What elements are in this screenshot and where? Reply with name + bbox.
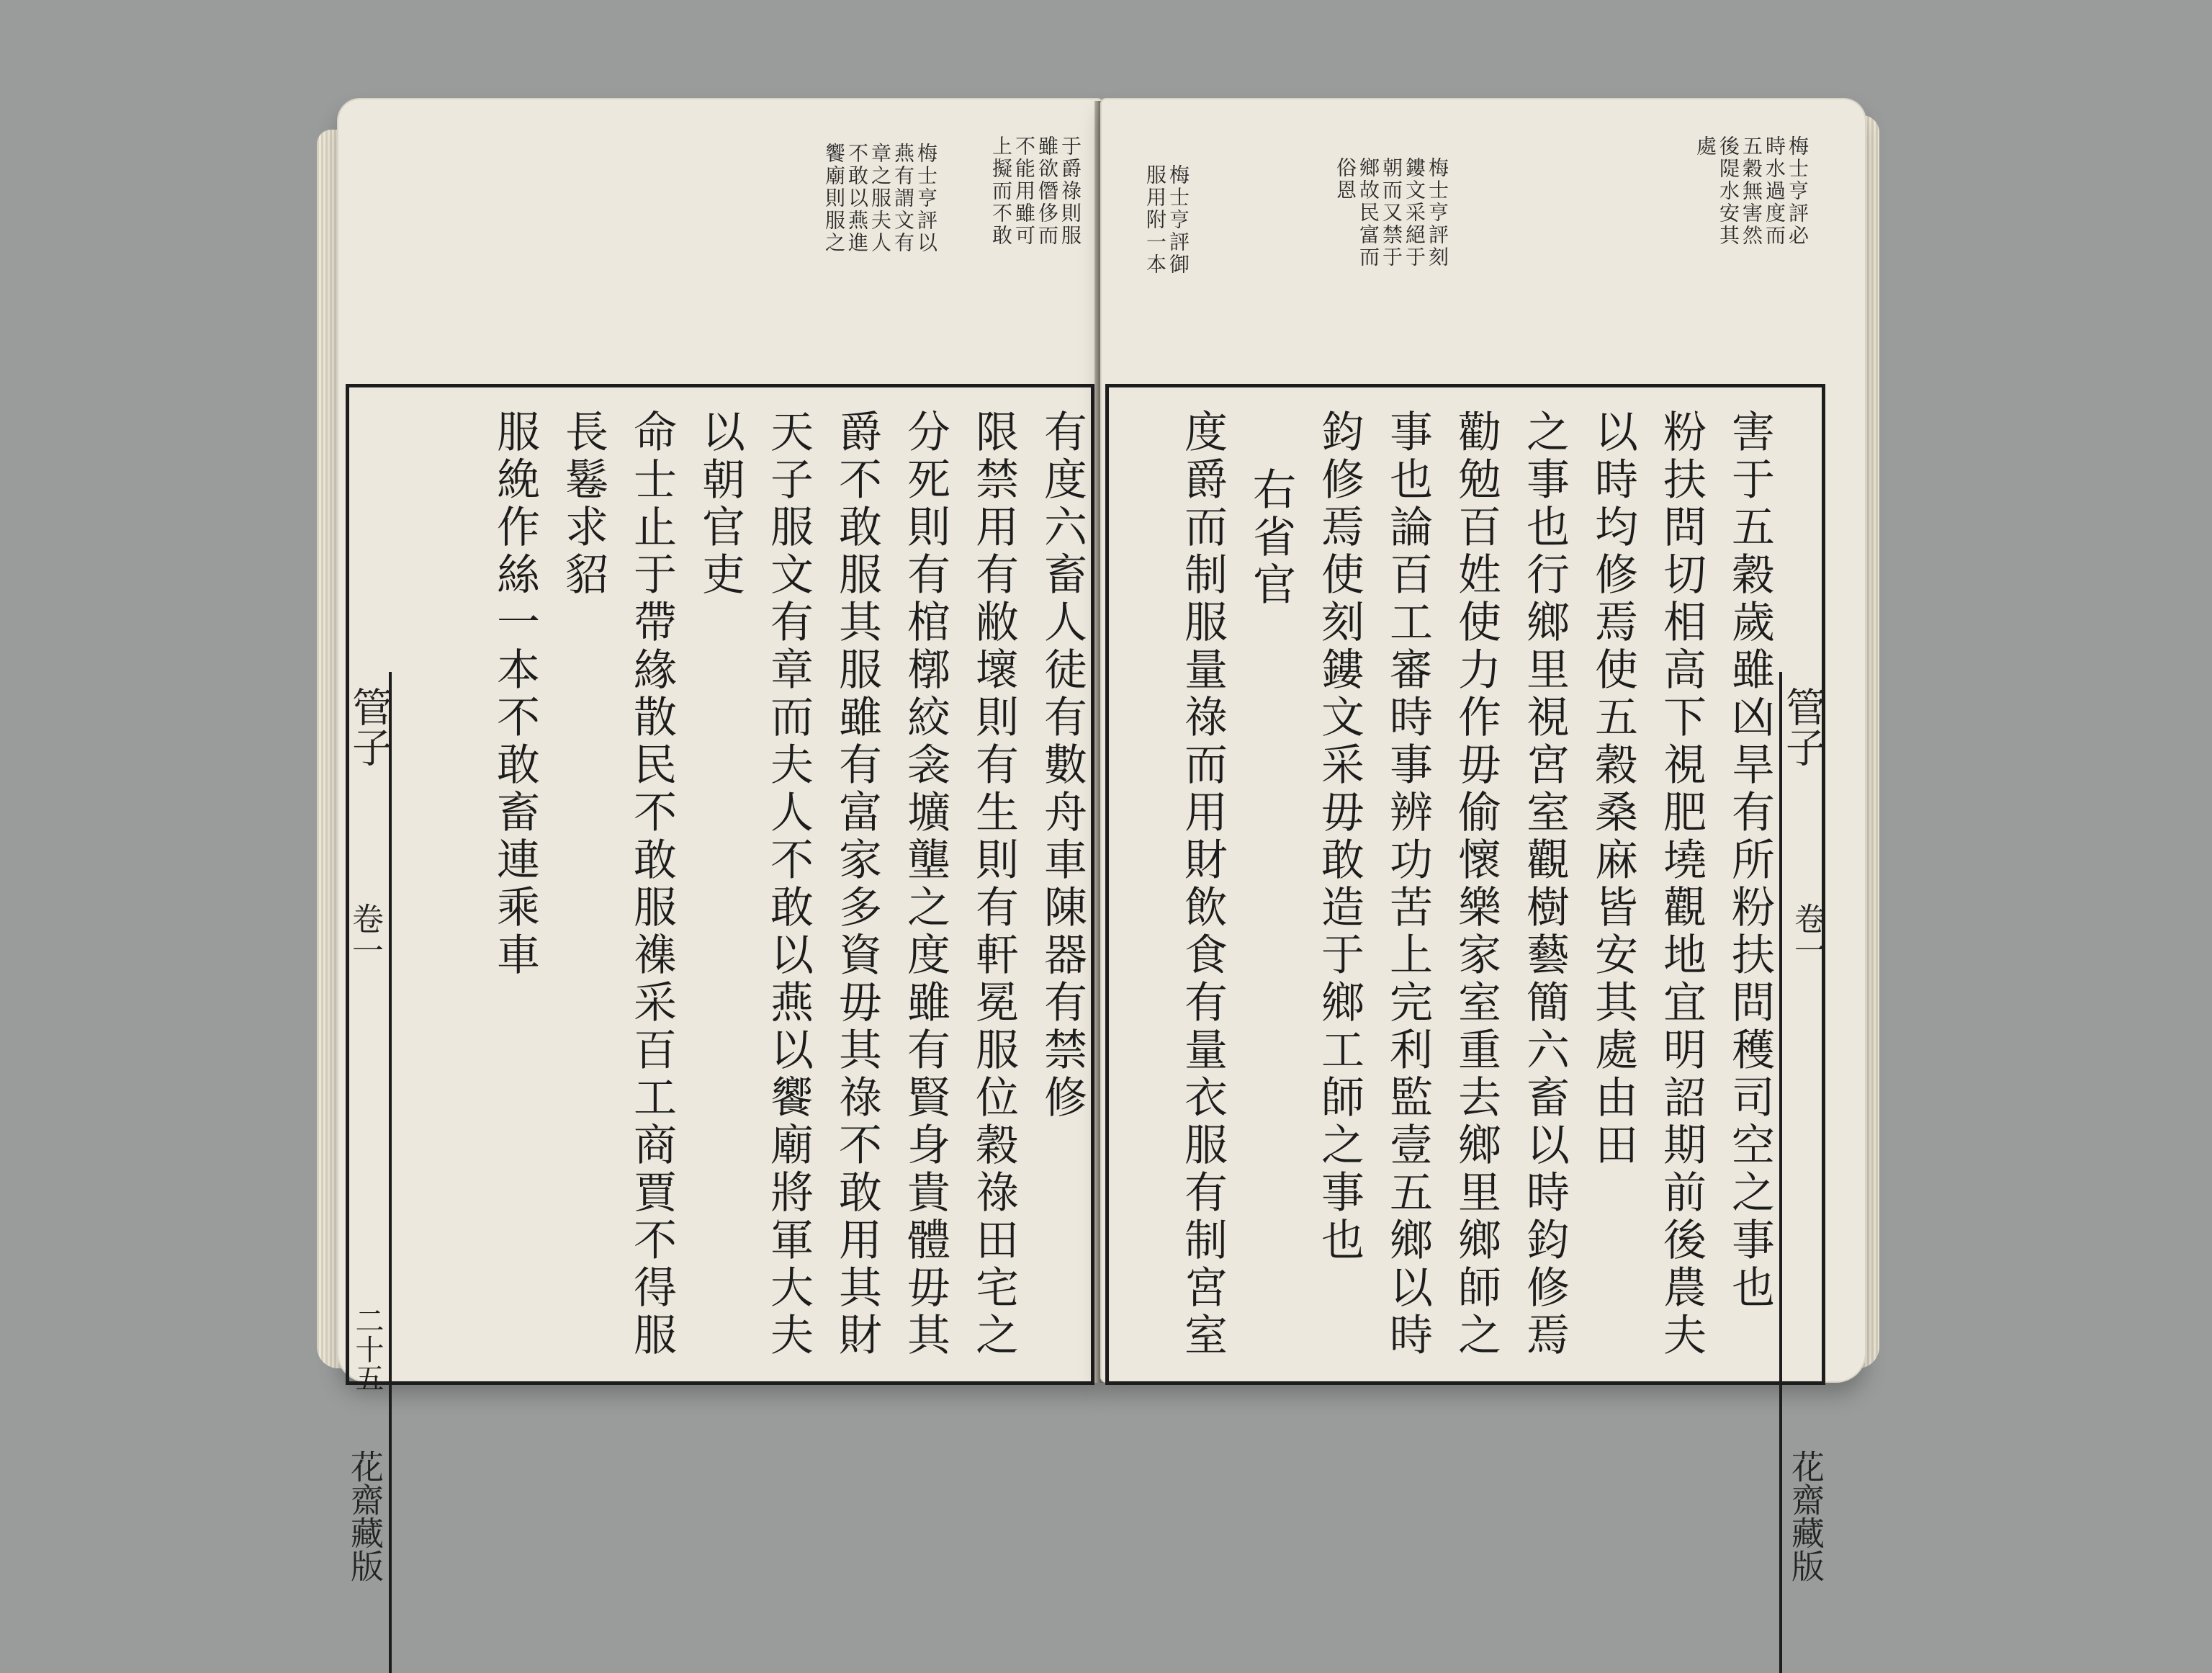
head-note: 于爵祿則服 xyxy=(1058,135,1082,247)
text-column: 命士止于帶緣散民不敢服襍采百工商賈不得服 xyxy=(626,409,677,1360)
spine-footer: 花齋藏版 xyxy=(1786,1450,1825,1582)
head-note: 梅士亨評刻 xyxy=(1426,157,1449,269)
head-note: 不敢以燕進 xyxy=(845,143,869,254)
right-text-frame xyxy=(1105,384,1826,1582)
spine-title: 管子 xyxy=(346,686,392,767)
head-note: 時水過度而 xyxy=(1763,135,1786,247)
head-note: 鄉故民富而 xyxy=(1357,157,1380,269)
head-note: 服用附一本 xyxy=(1143,164,1167,276)
text-column: 勸勉百姓使力作毋偷懷樂家室重去鄉里鄉師之 xyxy=(1451,409,1501,1360)
head-note: 五穀無害然 xyxy=(1740,135,1763,247)
text-column: 爵不敢服其服雖有富家多資毋其祿不敢用其財 xyxy=(832,409,882,1360)
head-note: 梅士亨評御 xyxy=(1166,164,1190,276)
head-note: 上擬而不敢 xyxy=(989,135,1013,247)
fold-margin xyxy=(346,672,392,1673)
head-note: 朝而又禁于 xyxy=(1380,157,1403,269)
text-column: 限禁用有敝壞則有生則有軒冕服位穀祿田宅之 xyxy=(968,409,1019,1360)
head-note: 雖欲僭侈而 xyxy=(1035,135,1059,247)
text-column: 事也論百工審時事辨功苦上完利監壹五鄉以時 xyxy=(1382,409,1433,1360)
left-page xyxy=(338,99,1102,1582)
head-note: 梅士亨評必 xyxy=(1786,135,1809,247)
head-note: 梅士亨評以 xyxy=(914,143,938,254)
text-column: 有度六畜人徒有數舟車陳器有禁修 xyxy=(1037,409,1087,1122)
text-column: 之事也行鄉里視宮室觀樹藝簡六畜以時鈞修焉 xyxy=(1519,409,1570,1360)
spine-volume: 卷一 xyxy=(1789,902,1825,966)
text-column: 以朝官吏 xyxy=(695,409,745,599)
spine-title: 管子 xyxy=(1779,686,1826,767)
head-note: 饗廟則服之 xyxy=(822,143,846,254)
head-note: 處 xyxy=(1694,135,1717,158)
left-text-frame xyxy=(346,384,1094,1582)
text-column: 長鬈求貂 xyxy=(558,409,608,599)
page-number: 二十五 xyxy=(351,1306,384,1392)
head-note: 鏤文采絕于 xyxy=(1403,157,1426,269)
spine-volume: 卷一 xyxy=(346,902,383,966)
right-page xyxy=(1102,99,1865,1582)
head-note: 章之服夫人 xyxy=(868,143,892,254)
head-note: 後隄水安其 xyxy=(1717,135,1740,247)
head-note: 不能用雖可 xyxy=(1012,135,1036,247)
text-column: 害于五穀歲雖凶旱有所粉扶問穫司空之事也 xyxy=(1725,409,1775,1312)
text-column: 粉扶問切相高下視肥墝觀地宜明詔期前後農夫 xyxy=(1656,409,1707,1360)
open-book xyxy=(317,86,1879,1582)
text-column: 以時均修焉使五穀桑麻皆安其處由田 xyxy=(1588,409,1638,1170)
section-heading: 右省官 xyxy=(1246,467,1296,609)
text-column: 鈞修焉使刻鏤文采毋敢造于鄉工師之事也 xyxy=(1314,409,1364,1265)
right-head-notes xyxy=(1116,135,1822,373)
spine-footer: 花齋藏版 xyxy=(346,1450,385,1582)
left-head-notes xyxy=(461,135,1087,373)
head-note: 燕有謂文有 xyxy=(891,143,915,254)
head-note: 俗恩 xyxy=(1334,157,1357,202)
text-column: 分死則有棺槨絞衾壙壟之度雖有賢身貴體毋其 xyxy=(900,409,950,1360)
fold-margin xyxy=(1779,672,1825,1673)
text-column: 天子服文有章而夫人不敢以燕以饗廟將軍大夫 xyxy=(763,409,814,1360)
text-column: 服絻作絲一本不敢畜連乘車 xyxy=(490,409,540,979)
text-column: 度爵而制服量祿而用財飲食有量衣服有制宮室 xyxy=(1177,409,1228,1360)
